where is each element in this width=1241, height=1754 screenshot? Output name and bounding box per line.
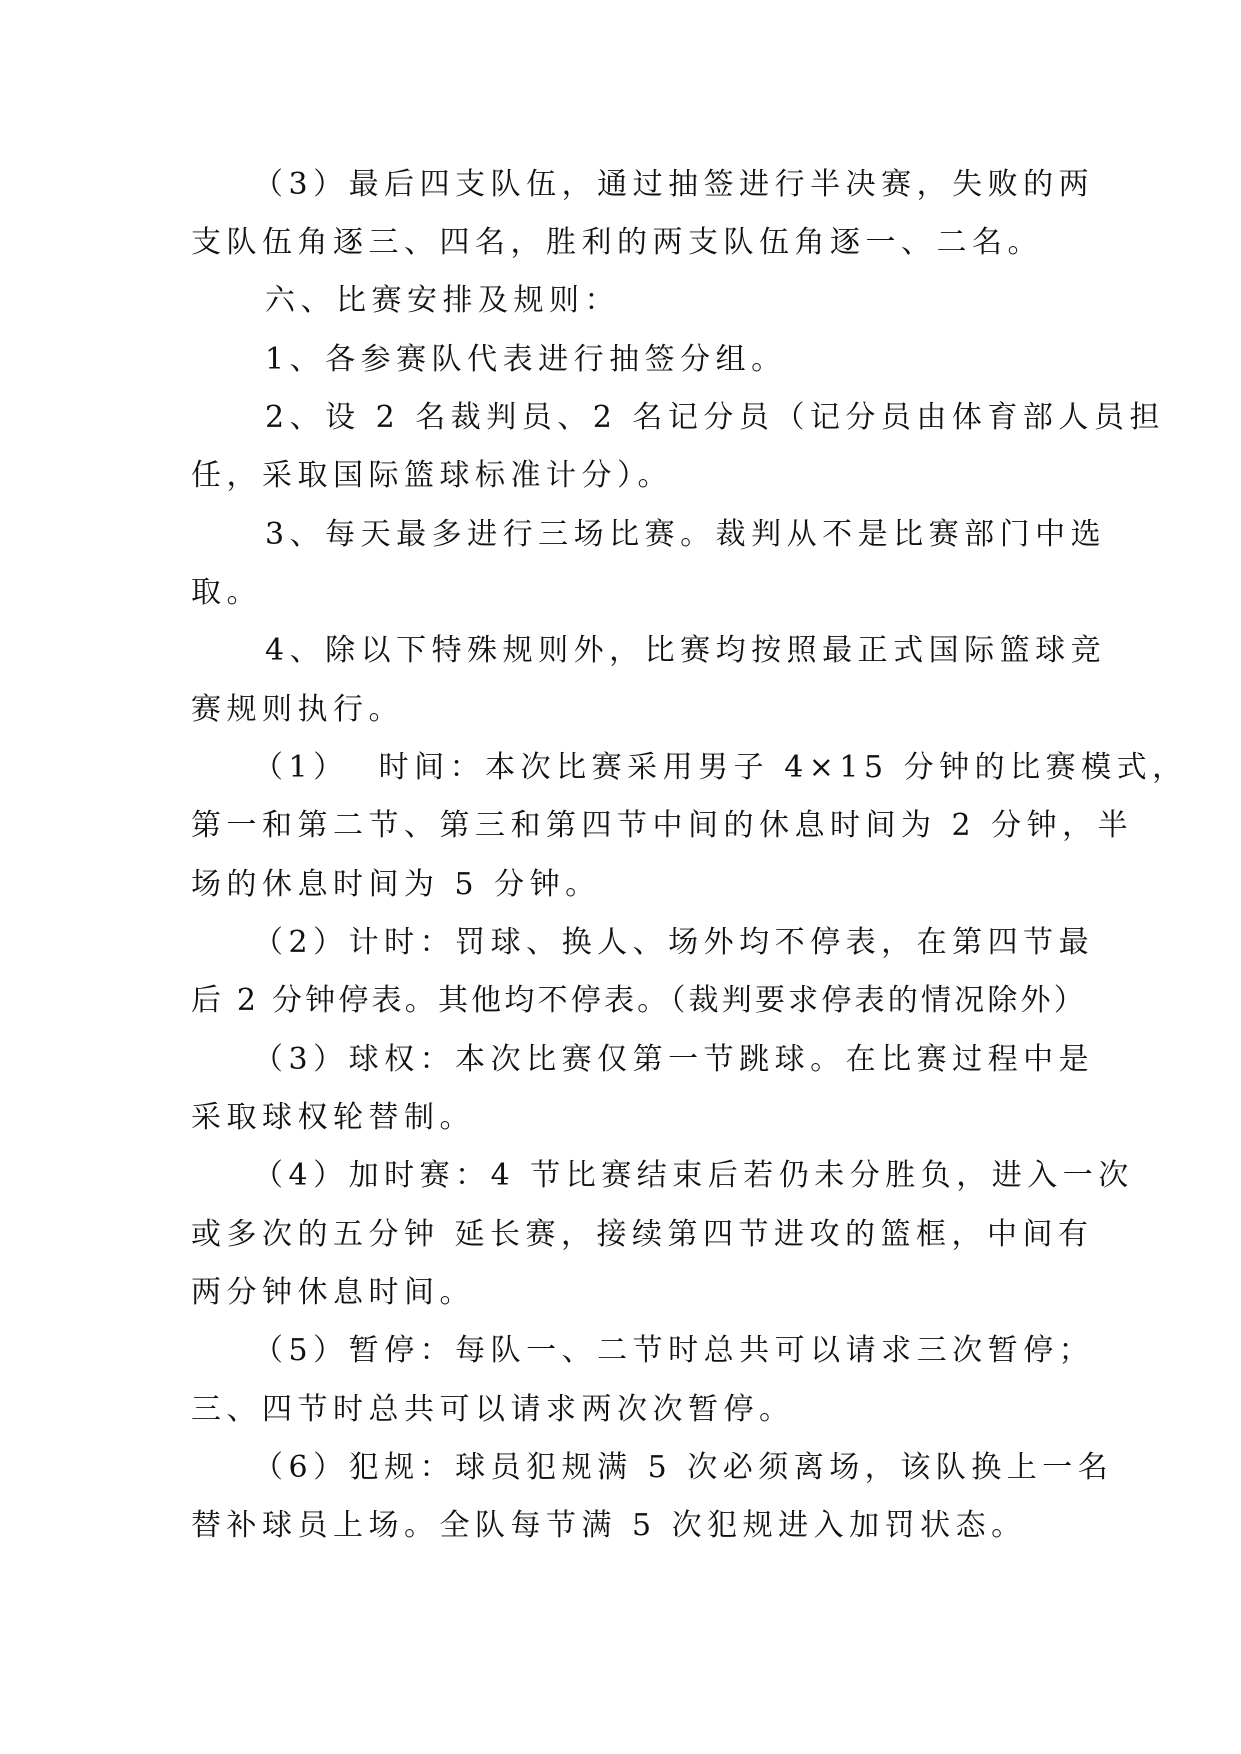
paragraph-line: （4）加时赛：4 节比赛结束后若仍未分胜负，进入一次 (253, 1158, 1134, 1193)
paragraph-line: 任，采取国际篮球标准计分）。 (191, 458, 673, 493)
paragraph-line: 第一和第二节、第三和第四节中间的休息时间为 2 分钟，半 (191, 808, 1134, 843)
paragraph-line: （1） 时间：本次比赛采用男子 4×15 分钟的比赛模式， (253, 750, 1188, 785)
paragraph-line: （3）最后四支队伍，通过抽签进行半决赛，失败的两 (253, 167, 1095, 202)
paragraph-line: 两分钟休息时间。 (191, 1275, 475, 1310)
paragraph-line: 支队伍角逐三、四名，胜利的两支队伍角逐一、二名。 (191, 225, 1043, 260)
paragraph-line: 4、除以下特殊规则外，比赛均按照最正式国际篮球竞 (265, 633, 1107, 668)
paragraph-line: （6）犯规：球员犯规满 5 次必须离场，该队换上一名 (253, 1450, 1114, 1485)
paragraph-line: 1、各参赛队代表进行抽签分组。 (265, 342, 787, 377)
paragraph-line: 替补球员上场。全队每节满 5 次犯规进入加罚状态。 (191, 1508, 1027, 1543)
section-heading: 六、比赛安排及规则： (265, 283, 620, 318)
paragraph-line: （3）球权：本次比赛仅第一节跳球。在比赛过程中是 (253, 1042, 1095, 1077)
paragraph-line: 赛规则执行。 (191, 692, 404, 727)
paragraph-line: 后 2 分钟停表。其他均不停表。（裁判要求停表的情况除外） (191, 983, 1087, 1018)
paragraph-line: 2、设 2 名裁判员、2 名记分员（记分员由体育部人员担 (265, 400, 1165, 435)
paragraph-line: （2）计时：罚球、换人、场外均不停表，在第四节最 (253, 925, 1095, 960)
paragraph-line: 3、每天最多进行三场比赛。裁判从不是比赛部门中选 (265, 517, 1107, 552)
paragraph-line: 或多次的五分钟 延长赛，接续第四节进攻的篮框，中间有 (191, 1217, 1094, 1252)
paragraph-line: 三、四节时总共可以请求两次次暂停。 (191, 1392, 795, 1427)
paragraph-line: 采取球权轮替制。 (191, 1100, 475, 1135)
paragraph-line: 取。 (191, 575, 262, 610)
paragraph-line: 场的休息时间为 5 分钟。 (191, 867, 601, 902)
paragraph-line: （5）暂停：每队一、二节时总共可以请求三次暂停； (253, 1333, 1095, 1368)
